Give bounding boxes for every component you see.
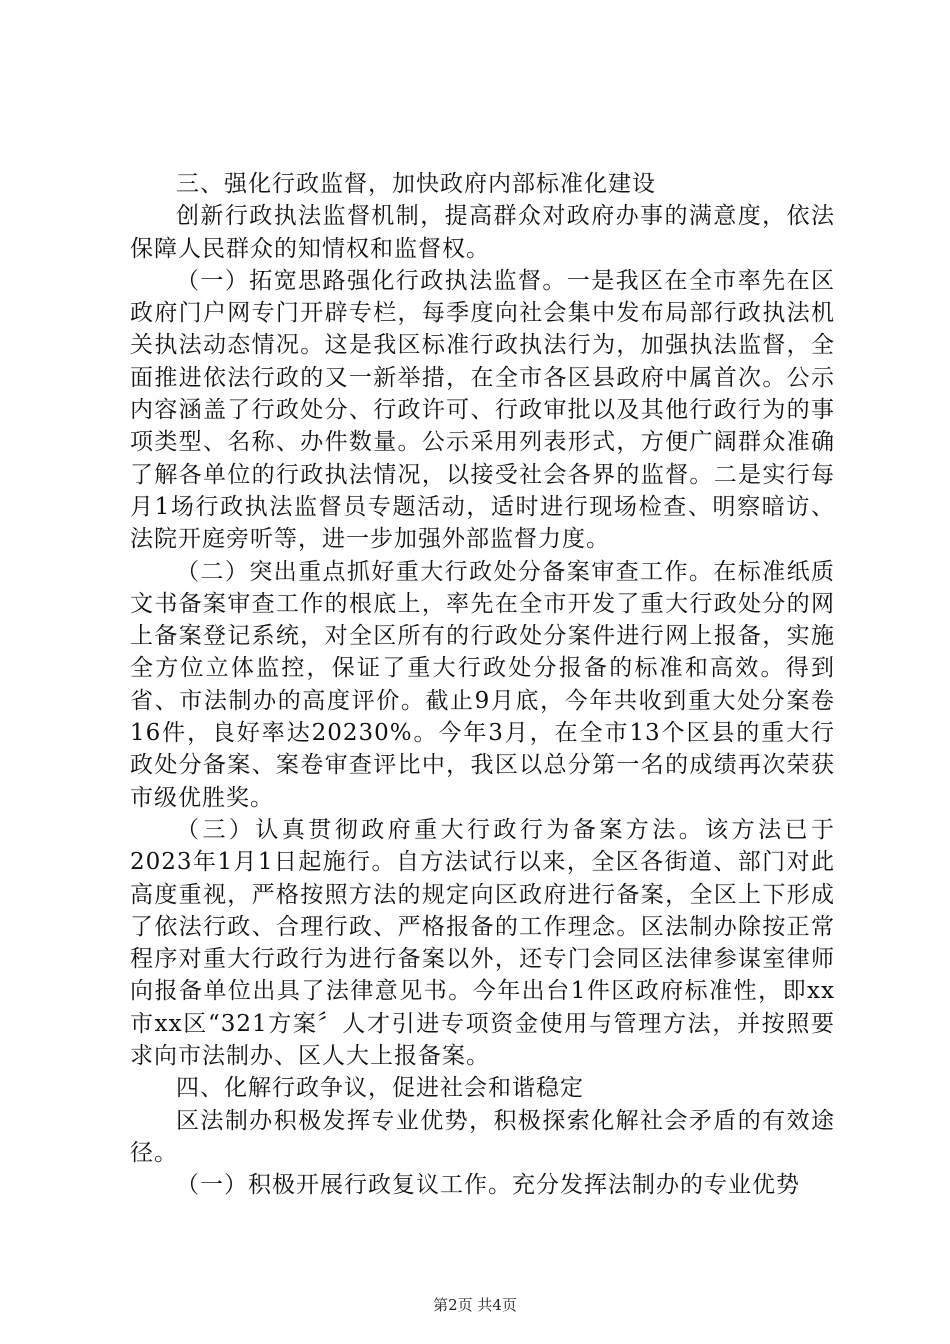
page-footer: 第2页 共4页 (433, 1296, 517, 1314)
paragraph: （二）突出重点抓好重大行政处分备案审查工作。在标准纸质文书备案审查工作的根底上，率先在全市开发了重大行政处分的网上备案登记系统，对全区所有的行政处分案件进行网上报备，实施全方位立体监控，保证了重大行政处分报备的标准和高效。得到省、市法制办的高度评价。截止9月底，今年共收到重大处分案卷16件，良好率达20230%。今年3月，在全市13个区县的重大行政处分备案、案卷审查评比中，我区以总分第一名的成绩再次荣获市级优胜奖。 (130, 558, 835, 811)
paragraph: （一）拓宽思路强化行政执法监督。一是我区在全市率先在区政府门户网专门开辟专栏，每季度向社会集中发布局部行政执法机关执法动态情况。这是我区标准行政执法行为，加强执法监督，全面推进依法行政的又一新举措，在全市各区县政府中属首次。公示内容涵盖了行政处分、行政许可、行政审批以及其他行政行为的事项类型、名称、办件数量。公示采用列表形式，方便广阔群众准确了解各单位的行政执法情况，以接受社会各界的监督。二是实行每月1场行政执法监督员专题活动，适时进行现场检查、明察暗访、法院开庭旁听等，进一步加强外部监督力度。 (130, 267, 835, 553)
body-text (130, 168, 835, 1202)
paragraph: （一）积极开展行政复议工作。充分发挥法制办的专业优势 (176, 1172, 800, 1199)
section-heading: 三、强化行政监督，加快政府内部标准化建设 (176, 171, 656, 197)
paragraph: 创新行政执法监督机制，提高群众对政府办事的满意度，依法保障人民群众的知情权和监督权。 (130, 203, 835, 262)
section-heading: 四、化解行政争议，促进社会和谐稳定 (176, 1075, 584, 1102)
paragraph: （三）认真贯彻政府重大行政行为备案方法。该方法已于2023年1月1日起施行。自方法试行以来，全区各街道、部门对此高度重视，严格按照方法的规定向区政府进行备案，全区上下形成了依法行政、合理行政、严格报备的工作理念。区法制办除按正常程序对重大行政行为进行备案以外，还专门会同区法律参谋室律师向报备单位出具了法律意见书。今年出台1件区政府标准性，即xx市xx区“321方案〞人才引进专项资金使用与管理方法，并按照要求向市法制办、区人大上报备案。 (130, 816, 835, 1070)
paragraph: 区法制办积极发挥专业优势，积极探索化解社会矛盾的有效途径。 (130, 1107, 835, 1166)
